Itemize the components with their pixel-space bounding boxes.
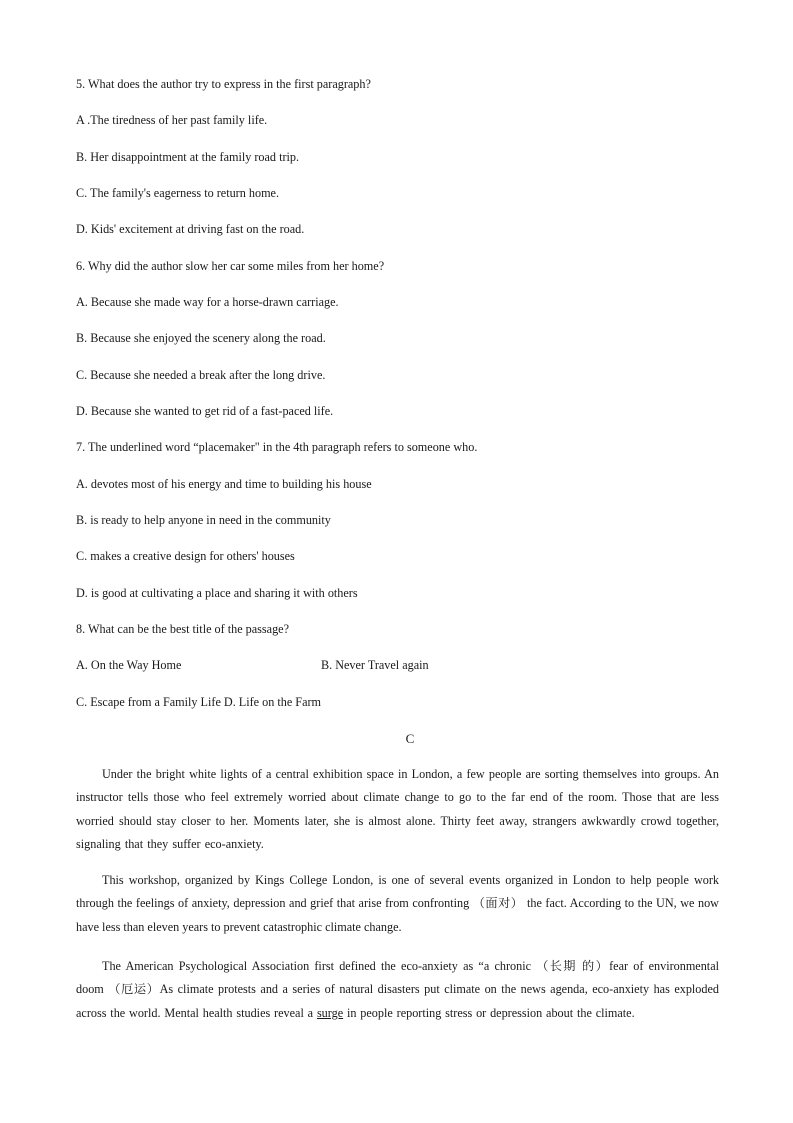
- passage-paragraph-3-text-before: The American Psychological Association first defined the eco-anxiety as “a chronic （长期 的）fear of environmental doom （厄运）As climate protests and a series of natural disasters put climate on the news agenda, eco-anxiety has exploded across the world. Mental health studies reveal a: [76, 959, 719, 1020]
- passage-paragraph-2: This workshop, organized by Kings College London, is one of several events organized in London to help people work through the feelings of anxiety, depression and grief that arise from confronting （面对） the fact. According to the UN, we now have less than eleven years to prevent catastrophic climate change.: [76, 873, 719, 934]
- question-6-option-a: A. Because she made way for a horse-drawn carriage.: [76, 295, 339, 309]
- question-6-option-b: B. Because she enjoyed the scenery along the road.: [76, 331, 326, 345]
- question-7-option-c: C. makes a creative design for others' houses: [76, 549, 295, 563]
- section-heading: C: [405, 731, 415, 746]
- question-6-option-d: D. Because she wanted to get rid of a fast-paced life.: [76, 404, 334, 418]
- question-8-stem: 8. What can be the best title of the passage?: [76, 622, 289, 636]
- question-7-stem: 7. The underlined word “placemaker" in the 4th paragraph refers to someone who.: [76, 440, 478, 454]
- question-5-option-a: A .The tiredness of her past family life.: [76, 113, 268, 127]
- question-8-option-b: B. Never Travel again: [321, 658, 429, 672]
- passage-paragraph-3-text-after: in people reporting stress or depression about the climate.: [343, 1005, 635, 1020]
- question-8-options-c-d: C. Escape from a Family Life D. Life on the Farm: [76, 695, 322, 709]
- question-6-option-c: C. Because she needed a break after the long drive.: [76, 368, 326, 382]
- passage-paragraph-3: [76, 955, 719, 1025]
- underlined-word-surge: surge: [316, 1005, 344, 1020]
- question-7-option-b: B. is ready to help anyone in need in the community: [76, 513, 331, 527]
- question-6-stem: 6. Why did the author slow her car some miles from her home?: [76, 259, 385, 273]
- question-7-option-d: D. is good at cultivating a place and sharing it with others: [76, 586, 358, 600]
- question-5-option-d: D. Kids' excitement at driving fast on the road.: [76, 222, 305, 236]
- question-8-option-a: A. On the Way Home: [76, 658, 182, 672]
- question-5-option-b: B. Her disappointment at the family road trip.: [76, 150, 300, 164]
- passage-paragraph-1: Under the bright white lights of a central exhibition space in London, a few people are sorting themselves into groups. An instructor tells those who feel extremely worried about climate change to go to the far end of the room. Those that are less worried should stay closer to her. Moments later, she is almost alone. Thirty feet away, strangers awkwardly crowd together, signaling that they suffer eco-anxiety.: [76, 767, 719, 851]
- question-7-option-a: A. devotes most of his energy and time to building his house: [76, 477, 372, 491]
- question-5-option-c: C. The family's eagerness to return home.: [76, 186, 280, 200]
- question-5-stem: 5. What does the author try to express in the first paragraph?: [76, 77, 371, 91]
